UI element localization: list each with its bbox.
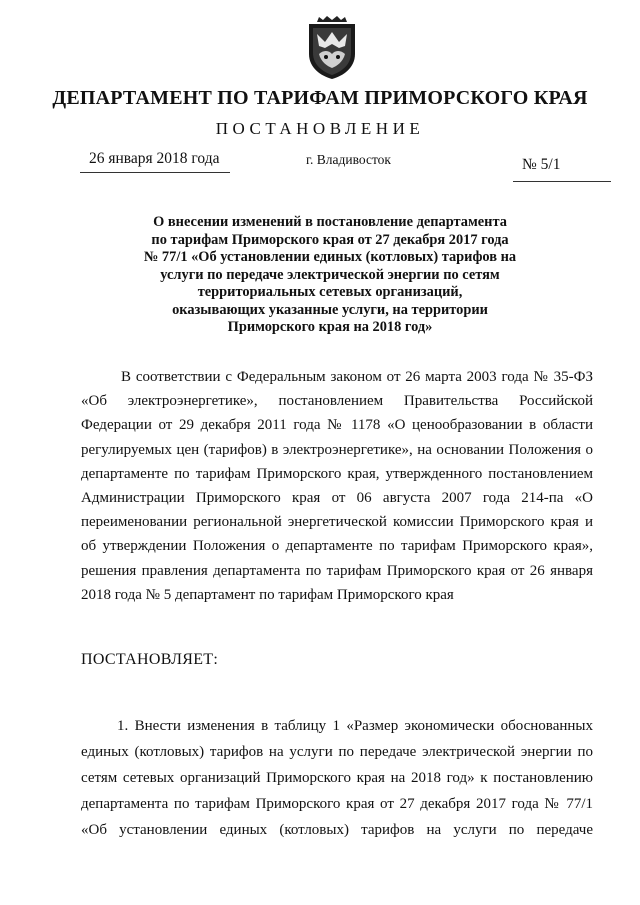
document-type: ПОСТАНОВЛЕНИЕ — [215, 119, 425, 138]
decree-subject — [110, 214, 550, 337]
item-line: сетям сетевых организаций Приморского края на 2018 год» к постановлению — [81, 770, 593, 786]
subject-line: оказывающих указанные услуги, на территории — [172, 301, 488, 318]
number-underline — [513, 181, 611, 182]
decree-date: 26 января 2018 года — [89, 150, 220, 167]
preamble-line: Администрации Приморского края от 06 августа 2007 года 214-па «О — [81, 490, 593, 507]
item-line: 1. Внести изменения в таблицу 1 «Размер экономически обоснованных — [117, 718, 593, 734]
date-underline — [80, 172, 230, 173]
item-line: «Об установлении единых (котловых) тарифов на услуги по передаче — [81, 822, 593, 838]
preamble-line: В соответствии с Федеральным законом от 26 марта 2003 года № 35-ФЗ — [121, 369, 593, 385]
subject-line: Приморского края на 2018 год» — [227, 319, 433, 335]
preamble-line: переименовании региональной энергетической комиссии Приморского края и — [81, 514, 593, 531]
resolves-heading: ПОСТАНОВЛЯЕТ: — [81, 651, 219, 668]
decree-item-1 — [81, 713, 593, 843]
preamble-paragraph — [81, 365, 593, 607]
subject-line: услуги по передаче электрической энергии по сетям — [160, 266, 500, 283]
preamble-line: 2018 года № 5 департамент по тарифам Приморского края — [81, 586, 454, 603]
preamble-line: об утверждении Положения о департаменте по тарифам Приморского края», — [81, 538, 593, 555]
subject-line: территориальных сетевых организаций, — [197, 284, 463, 300]
subject-line: О внесении изменений в постановление департамента — [153, 214, 507, 230]
decree-city: г. Владивосток — [306, 152, 391, 167]
preamble-line: «Об электроэнергетике», постановлением Правительства Российской — [81, 393, 593, 410]
preamble-line: регулируемых цен (тарифов) в электроэнергетике», на основании Положения о — [81, 441, 593, 458]
decree-number: № 5/1 — [522, 156, 561, 173]
primorsky-krai-coat-of-arms-icon — [305, 14, 359, 80]
item-line: департамента по тарифам Приморского края от 27 декабря 2017 года № 77/1 — [81, 796, 593, 812]
subject-line: № 77/1 «Об установлении единых (котловых) тарифов на — [143, 249, 517, 265]
item-line: единых (котловых) тарифов на услуги по передаче электрической энергии по — [81, 744, 593, 760]
preamble-line: решения правления департамента по тарифам Приморского края от 26 января — [81, 562, 593, 579]
preamble-line: Федерации от 29 декабря 2011 года № 1178 «О ценообразовании в области — [81, 417, 593, 434]
preamble-line: департаменте по тарифам Приморского края, утвержденного постановлением — [81, 465, 593, 482]
subject-line: по тарифам Приморского края от 27 декабря 2017 года — [151, 231, 509, 248]
department-title: ДЕПАРТАМЕНТ ПО ТАРИФАМ ПРИМОРСКОГО КРАЯ — [52, 87, 588, 109]
